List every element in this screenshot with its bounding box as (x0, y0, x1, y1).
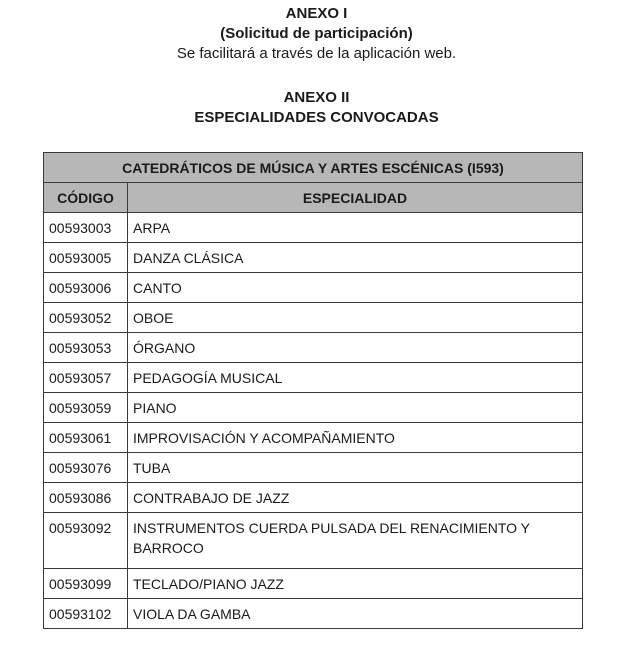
anexo-2-subtitle: ESPECIALIDADES CONVOCADAS (194, 109, 439, 126)
table-row (44, 483, 583, 513)
row-specialty: CONTRABAJO DE JAZZ (128, 483, 583, 513)
specialties-table (43, 152, 583, 629)
table-row (44, 363, 583, 393)
row-specialty: TUBA (128, 453, 583, 483)
table-row (44, 333, 583, 363)
column-header-specialty: ESPECIALIDAD (128, 183, 583, 213)
anexo-1-note: Se facilitará a través de la aplicación web. (176, 45, 457, 62)
table-group-header: CATEDRÁTICOS DE MÚSICA Y ARTES ESCÉNICAS (I593) (44, 153, 583, 183)
row-specialty: PEDAGOGÍA MUSICAL (128, 363, 583, 393)
row-code: 00593092 (44, 513, 128, 569)
table-row (44, 243, 583, 273)
row-specialty: VIOLA DA GAMBA (128, 599, 583, 629)
row-code: 00593052 (44, 303, 128, 333)
row-code: 00593006 (44, 273, 128, 303)
anexo-1-subtitle: (Solicitud de participación) (220, 25, 413, 42)
row-specialty: OBOE (128, 303, 583, 333)
table-row (44, 423, 583, 453)
row-code: 00593059 (44, 393, 128, 423)
row-specialty: IMPROVISACIÓN Y ACOMPAÑAMIENTO (128, 423, 583, 453)
column-header-code: CÓDIGO (44, 183, 128, 213)
row-code: 00593086 (44, 483, 128, 513)
table-row (44, 303, 583, 333)
row-specialty: TECLADO/PIANO JAZZ (128, 569, 583, 599)
anexo-1-title: ANEXO I (285, 5, 348, 22)
row-code: 00593053 (44, 333, 128, 363)
row-code: 00593057 (44, 363, 128, 393)
anexo-2-title: ANEXO II (283, 89, 350, 106)
table-row (44, 273, 583, 303)
row-code: 00593061 (44, 423, 128, 453)
row-code: 00593005 (44, 243, 128, 273)
row-specialty: PIANO (128, 393, 583, 423)
table-row (44, 513, 583, 569)
row-code: 00593076 (44, 453, 128, 483)
row-specialty: DANZA CLÁSICA (128, 243, 583, 273)
table-row (44, 599, 583, 629)
row-code: 00593099 (44, 569, 128, 599)
table-row (44, 453, 583, 483)
table-column-header-row (44, 183, 583, 213)
row-specialty: INSTRUMENTOS CUERDA PULSADA DEL RENACIMIENTO Y BARROCO (128, 513, 583, 569)
row-specialty: ARPA (128, 213, 583, 243)
row-specialty: CANTO (128, 273, 583, 303)
row-specialty: ÓRGANO (128, 333, 583, 363)
table-row (44, 569, 583, 599)
row-code: 00593102 (44, 599, 128, 629)
table-group-header-row (44, 153, 583, 183)
row-code: 00593003 (44, 213, 128, 243)
table-row (44, 393, 583, 423)
table-row (44, 213, 583, 243)
